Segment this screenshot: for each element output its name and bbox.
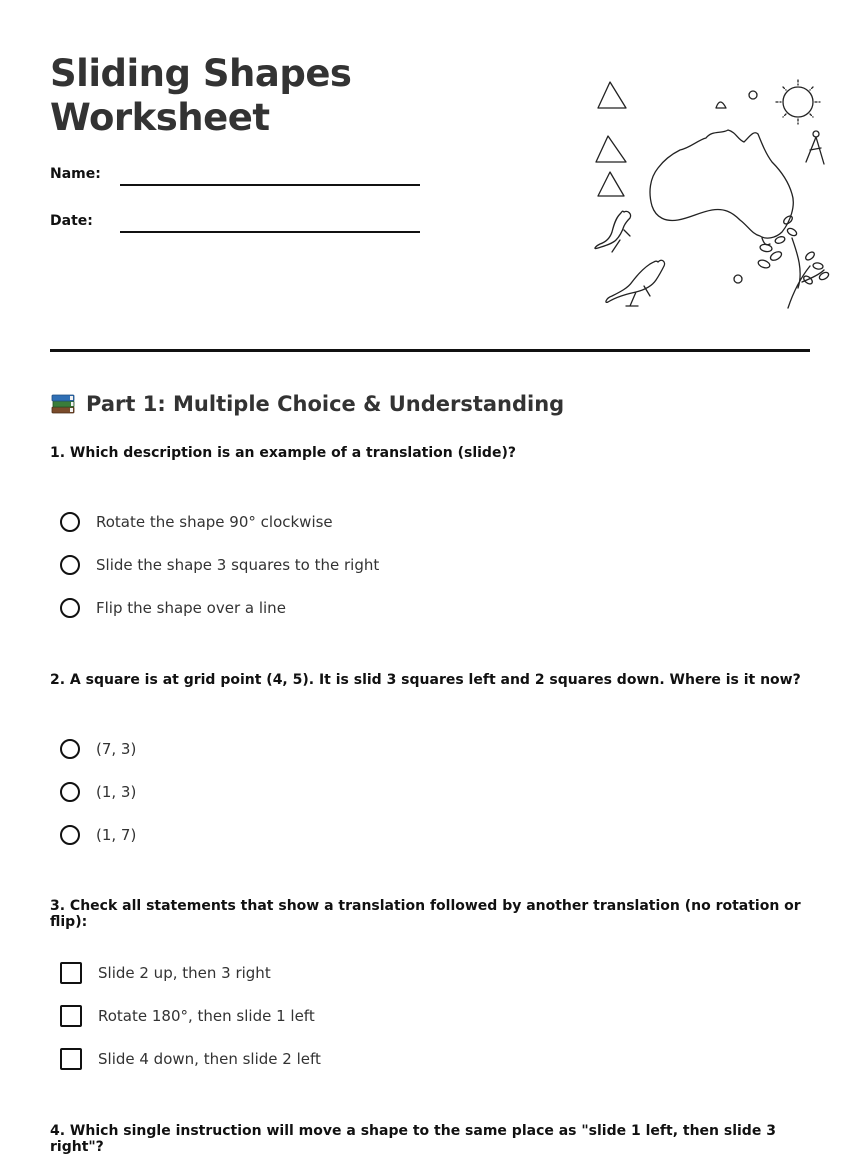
q1-option-3[interactable] bbox=[60, 596, 286, 620]
radio-button[interactable] bbox=[60, 825, 80, 845]
question-2-text: 2. A square is at grid point (4, 5). It is slid 3 squares left and 2 squares down. Where is it now? bbox=[50, 672, 801, 688]
circle-icon bbox=[734, 275, 742, 283]
worksheet-title bbox=[50, 52, 470, 140]
option-label: Slide 4 down, then slide 2 left bbox=[98, 1050, 321, 1068]
radio-button[interactable] bbox=[60, 555, 80, 575]
option-label: Flip the shape over a line bbox=[96, 599, 286, 617]
q2-option-2[interactable] bbox=[60, 780, 136, 804]
checkbox[interactable] bbox=[60, 1048, 82, 1070]
leaf-branch-icon bbox=[757, 214, 830, 308]
kangaroo-icon bbox=[595, 211, 631, 252]
australia-map-icon bbox=[650, 130, 793, 238]
triangle-icon bbox=[598, 82, 626, 108]
name-label: Name: bbox=[50, 166, 101, 182]
radio-button[interactable] bbox=[60, 739, 80, 759]
q1-option-1[interactable] bbox=[60, 510, 333, 534]
q3-option-1[interactable] bbox=[60, 961, 271, 985]
q2-option-3[interactable] bbox=[60, 823, 136, 847]
option-label: (1, 7) bbox=[96, 826, 137, 844]
option-label: Rotate 180°, then slide 1 left bbox=[98, 1007, 315, 1025]
name-line[interactable] bbox=[120, 184, 420, 186]
sun-icon bbox=[776, 80, 820, 124]
option-label: Rotate the shape 90° clockwise bbox=[96, 513, 333, 531]
title-line-2: Worksheet bbox=[50, 96, 270, 139]
q1-option-2[interactable] bbox=[60, 553, 379, 577]
circle-icon bbox=[716, 102, 726, 108]
date-label: Date: bbox=[50, 213, 93, 229]
worksheet-illustration bbox=[540, 70, 840, 320]
question-4-text: 4. Which single instruction will move a shape to the same place as "slide 1 left, then slide 3 right"? bbox=[50, 1123, 776, 1155]
radio-button[interactable] bbox=[60, 598, 80, 618]
checkbox[interactable] bbox=[60, 1005, 82, 1027]
circle-icon bbox=[749, 91, 757, 99]
triangle-icon bbox=[596, 136, 626, 162]
q3-option-2[interactable] bbox=[60, 1004, 315, 1028]
option-label: (7, 3) bbox=[96, 740, 137, 758]
part1-heading bbox=[50, 389, 564, 419]
option-label: Slide the shape 3 squares to the right bbox=[96, 556, 380, 574]
question-1-text: 1. Which description is an example of a translation (slide)? bbox=[50, 445, 516, 461]
radio-button[interactable] bbox=[60, 782, 80, 802]
radio-button[interactable] bbox=[60, 512, 80, 532]
checkbox[interactable] bbox=[60, 962, 82, 984]
kangaroo-icon bbox=[606, 260, 665, 306]
part1-title: Part 1: Multiple Choice & Understanding bbox=[86, 392, 565, 416]
header-divider bbox=[50, 349, 810, 352]
title-line-1: Sliding Shapes bbox=[50, 52, 352, 95]
date-line[interactable] bbox=[120, 231, 420, 233]
compass-icon bbox=[806, 131, 824, 164]
q2-option-1[interactable] bbox=[60, 737, 136, 761]
books-icon bbox=[50, 392, 76, 416]
option-label: Slide 2 up, then 3 right bbox=[98, 964, 271, 982]
option-label: (1, 3) bbox=[96, 783, 137, 801]
q3-option-3[interactable] bbox=[60, 1047, 321, 1071]
triangle-icon bbox=[598, 172, 624, 196]
name-field[interactable] bbox=[50, 166, 420, 190]
date-field[interactable] bbox=[50, 213, 420, 237]
question-3-text: 3. Check all statements that show a translation followed by another translation (no rotation or flip): bbox=[50, 898, 801, 930]
